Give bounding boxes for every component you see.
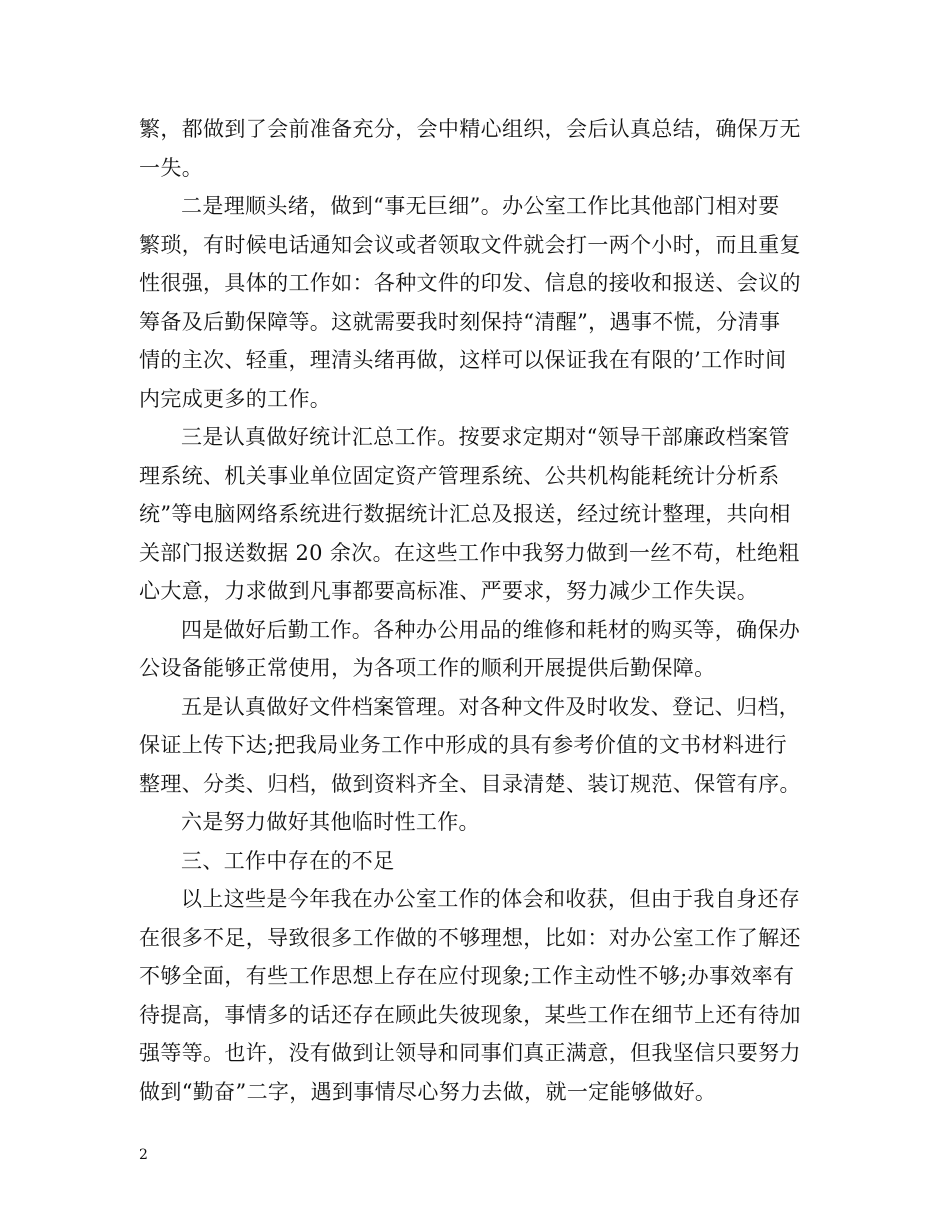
text-line: 不够全面，有些工作思想上存在应付现象;工作主动性不够;办事效率有 <box>139 964 795 988</box>
text-line: 公设备能够正常使用，为各项工作的顺利开展提供后勤保障。 <box>139 656 716 680</box>
text-line: 理系统、机关事业单位固定资产管理系统、公共机构能耗统计分析系 <box>139 463 780 488</box>
text-line: 内完成更多的工作。 <box>139 386 332 411</box>
document-body <box>139 110 814 1111</box>
text-line: 统”等电脑网络系统进行数据统计汇总及报送，经过统计整理，共向相 <box>139 502 791 526</box>
text-line: 繁，都做到了会前准备充分，会中精心组织，会后认真总结，确保万无 <box>139 117 801 141</box>
section-heading: 三、工作中存在的不足 <box>181 848 395 873</box>
text-line: 关部门报送数据 20 余次。在这些工作中我努力做到一丝不苟，杜绝粗 <box>139 540 800 565</box>
paragraph-start-line: 二是理顺头绪，做到“事无巨细”。办公室工作比其他部门相对要 <box>181 194 780 218</box>
text-line: 做到“勤奋”二字，遇到事情尽心努力去做，就一定能够做好。 <box>139 1079 717 1104</box>
text-line: 保证上传下达;把我局业务工作中形成的具有参考价值的文书材料进行 <box>139 733 787 757</box>
text-line: 一失。 <box>139 155 204 180</box>
paragraph-start-line: 四是做好后勤工作。各种办公用品的维修和耗材的购买等，确保办 <box>181 617 801 642</box>
paragraph-start-line: 以上这些是今年我在办公室工作的体会和收获，但由于我自身还存 <box>181 887 801 911</box>
text-line: 在很多不足，导致很多工作做的不够理想，比如：对办公室工作了解还 <box>139 925 801 950</box>
paragraph-start-line: 三是认真做好统计汇总工作。按要求定期对“领导干部廉政档案管 <box>181 425 790 449</box>
text-line: 性很强，具体的工作如：各种文件的印发、信息的接收和报送、会议的 <box>139 271 801 295</box>
paragraph-start-line: 六是努力做好其他临时性工作。 <box>181 810 480 834</box>
page-number: 2 <box>139 1147 148 1163</box>
text-line: 心大意，力求做到凡事都要高标准、严要求，努力减少工作失误。 <box>139 579 759 603</box>
text-line: 筹备及后勤保障等。这就需要我时刻保持“清醒”，遇事不慌，分清事 <box>139 309 781 334</box>
text-line: 繁琐，有时候电话通知会议或者领取文件就会打一两个小时，而且重复 <box>139 232 801 257</box>
text-line: 情的主次、轻重，理清头绪再做，这样可以保证我在有限的’工作时间 <box>139 348 787 372</box>
text-line: 强等等。也许，没有做到让领导和同事们真正满意，但我坚信只要努力 <box>139 1041 801 1065</box>
text-line: 待提高，事情多的话还存在顾此失彼现象，某些工作在细节上还有待加 <box>139 1002 801 1027</box>
text-line: 整理、分类、归档，做到资料齐全、目录清楚、装订规范、保管有序。 <box>139 771 801 796</box>
paragraph-start-line: 五是认真做好文件档案管理。对各种文件及时收发、登记、归档， <box>181 694 801 719</box>
